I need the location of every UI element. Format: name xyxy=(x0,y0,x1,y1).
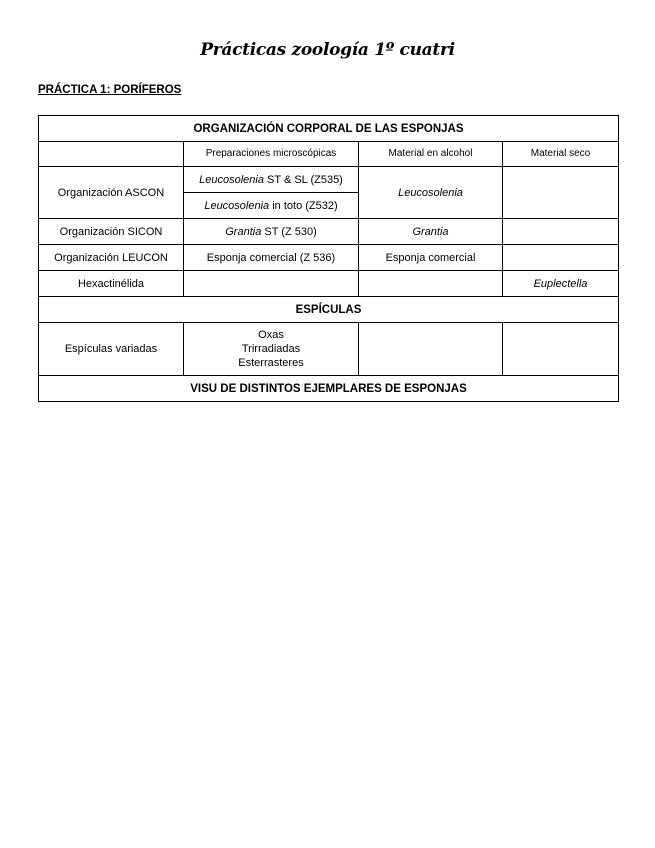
column-header-dry: Material seco xyxy=(503,142,619,167)
leucon-alcohol: Esponja comercial xyxy=(359,245,503,271)
sicon-alcohol-species: Grantia xyxy=(412,225,449,238)
ascon-prep-1-detail: ST & SL (Z535) xyxy=(263,173,343,186)
espiculas-prep-line: Trirradiadas xyxy=(241,343,301,355)
ascon-prep-2 xyxy=(184,193,359,219)
ascon-alcohol xyxy=(359,167,503,219)
column-header-microscopic: Preparaciones microscópicas xyxy=(184,142,359,167)
hexactinelida-prep xyxy=(184,271,359,297)
espiculas-alcohol xyxy=(359,323,503,376)
espiculas-dry xyxy=(503,323,619,376)
espiculas-prep-line: Oxas xyxy=(258,329,284,341)
table-row-hexactinelida xyxy=(39,271,619,297)
espiculas-prep-line: Esterrasteres xyxy=(238,357,304,369)
espiculas-title-row xyxy=(39,297,619,323)
sicon-prep xyxy=(184,219,359,245)
ascon-dry xyxy=(503,167,619,219)
table-row-ascon xyxy=(39,167,619,193)
espiculas-title: ESPÍCULAS xyxy=(39,297,619,323)
sicon-prep-detail: ST (Z 530) xyxy=(261,225,317,238)
column-header-alcohol: Material en alcohol xyxy=(359,142,503,167)
footer-row xyxy=(39,376,619,402)
sponge-organization-table xyxy=(38,115,619,402)
table-footer: VISU DE DISTINTOS EJEMPLARES DE ESPONJAS xyxy=(39,376,619,402)
hexactinelida-dry-species: Euplectella xyxy=(533,277,588,290)
ascon-prep-2-species: Leucosolenia xyxy=(204,199,270,212)
column-header-empty xyxy=(39,142,184,167)
table-row-sicon xyxy=(39,219,619,245)
espiculas-prep xyxy=(184,323,359,376)
sicon-alcohol xyxy=(359,219,503,245)
column-header-row xyxy=(39,142,619,167)
leucon-dry xyxy=(503,245,619,271)
sicon-dry xyxy=(503,219,619,245)
table-title: ORGANIZACIÓN CORPORAL DE LAS ESPONJAS xyxy=(39,116,619,142)
table-title-row xyxy=(39,116,619,142)
table-row-leucon xyxy=(39,245,619,271)
page-title: Prácticas zoología 1º cuatri xyxy=(200,40,455,60)
table-row-espiculas xyxy=(39,323,619,376)
sicon-label: Organización SICON xyxy=(39,219,184,245)
ascon-alcohol-species: Leucosolenia xyxy=(398,186,463,199)
hexactinelida-dry xyxy=(503,271,619,297)
hexactinelida-label: Hexactinélida xyxy=(39,271,184,297)
ascon-prep-2-detail: in toto (Z532) xyxy=(269,199,338,212)
ascon-label: Organización ASCON xyxy=(39,167,184,219)
leucon-prep: Esponja comercial (Z 536) xyxy=(184,245,359,271)
ascon-prep-1-species: Leucosolenia xyxy=(199,173,264,186)
hexactinelida-alcohol xyxy=(359,271,503,297)
sicon-prep-species: Grantia xyxy=(225,225,262,238)
ascon-prep-1 xyxy=(184,167,359,193)
espiculas-label: Espículas variadas xyxy=(39,323,184,376)
section-heading: PRÁCTICA 1: PORÍFEROS xyxy=(38,84,182,96)
leucon-label: Organización LEUCON xyxy=(39,245,184,271)
